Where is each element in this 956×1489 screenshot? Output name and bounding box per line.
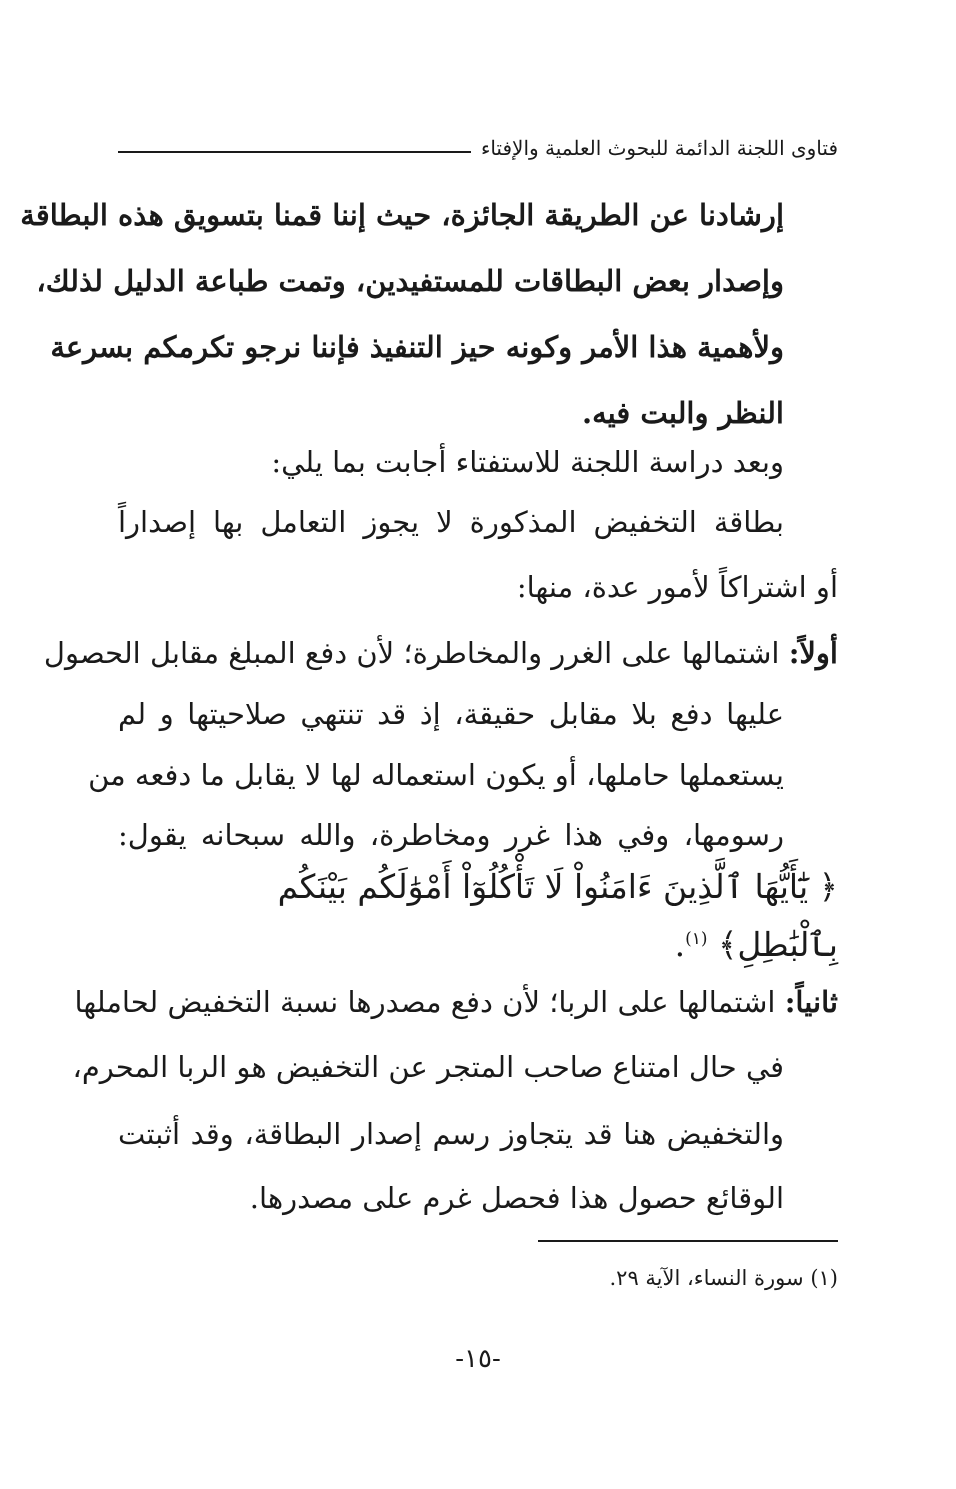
second-reason-line-2: في حال امتناع صاحب المتجر عن التخفيض هو الربا المحرم، — [72, 1050, 784, 1084]
header-title: فتاوى اللجنة الدائمة للبحوث العلمية والإفتاء — [480, 136, 838, 160]
answer-intro: وبعد دراسة اللجنة للاستفتاء أجابت بما يلي: — [271, 445, 784, 479]
ruling-line-2: أو اشتراكاً لأمور عدة، منها: — [516, 570, 838, 604]
first-reason-line-3: يستعملها حاملها، أو يكون استعماله لها لا يقابل ما دفعه من — [88, 758, 784, 792]
footnote-mark: (١) — [810, 1266, 838, 1290]
second-reason-label: ثانياً: — [784, 985, 838, 1019]
first-reason-line-2: عليها دفع بلا مقابل حقيقة، إذ قد تنتهي صلاحيتها و لم — [118, 697, 784, 731]
second-reason-line-4: الوقائع حصول هذا فحصل غرم على مصدرها. — [249, 1181, 784, 1215]
ruling-line-1: بطاقة التخفيض المذكورة لا يجوز التعامل بها إصداراً — [118, 505, 784, 539]
second-reason-line-1 — [74, 985, 838, 1020]
question-line-2: وإصدار بعض البطاقات للمستفيدين، وتمت طباعة الدليل لذلك، — [36, 264, 784, 298]
first-reason-line-4: رسومها، وفي هذا غرر ومخاطرة، والله سبحانه يقول: — [118, 818, 784, 852]
question-line-3: ولأهمية هذا الأمر وكونه حيز التنفيذ فإننا نرجو تكرمكم بسرعة — [50, 330, 784, 364]
quran-verse-line-2: بِٱلْبَٰطِلِ﴾ $^{(١)}$. — [674, 925, 838, 964]
second-reason-text-1: اشتمالها على الربا؛ لأن دفع مصدرها نسبة التخفيض لحاملها — [74, 985, 776, 1019]
footnote — [118, 1266, 838, 1290]
second-reason-line-3: والتخفيض هنا قد يتجاوز رسم إصدار البطاقة، وقد أثبتت — [118, 1117, 784, 1151]
quran-verse-end: بِٱلْبَٰطِلِ﴾ — [718, 925, 838, 964]
running-header — [118, 128, 838, 168]
footnote-text: سورة النساء، الآية ٢٩. — [609, 1266, 804, 1290]
page-number: -١٥- — [455, 1344, 501, 1374]
quran-verse-line-1: ﴿ يَٰٓأَيُّهَا ٱلَّذِينَ ءَامَنُواْ لَا تَأْكُلُوٓاْ أَمْوَٰلَكُم بَيْنَكُم — [277, 867, 838, 906]
header-rule — [118, 151, 471, 153]
first-reason-label: أولاً: — [788, 636, 838, 670]
question-line-4: النظر والبت فيه. — [581, 396, 784, 430]
footnote-reference: (١) — [685, 929, 708, 949]
question-line-1: إرشادنا عن الطريقة الجائزة، حيث إننا قمنا بتسويق هذه البطاقة — [20, 198, 784, 232]
footnote-rule — [538, 1240, 838, 1242]
first-reason-line-1 — [43, 636, 838, 671]
first-reason-text-1: اشتمالها على الغرر والمخاطرة؛ لأن دفع المبلغ مقابل الحصول — [43, 636, 780, 670]
